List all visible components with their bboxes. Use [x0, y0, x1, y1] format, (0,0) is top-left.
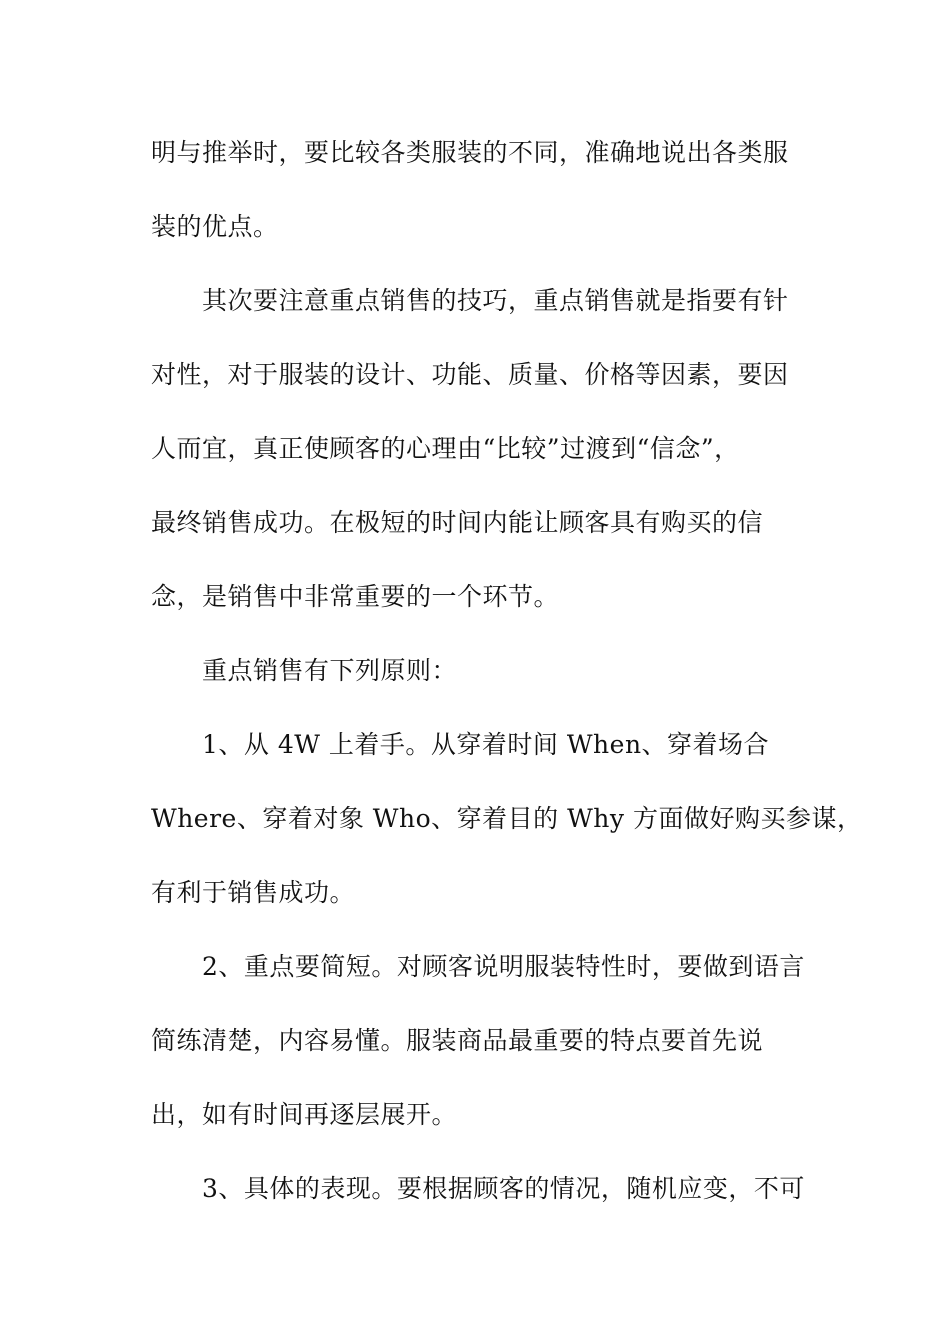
- text-line: 有利于销售成功。: [151, 878, 356, 907]
- list-item-line: 3、具体的表现。要根据顾客的情况，随机应变，不可: [202, 1174, 805, 1203]
- text-line: 念，是销售中非常重要的一个环节。: [151, 582, 560, 611]
- text-line: 明与推举时，要比较各类服装的不同，准确地说出各类服: [151, 138, 789, 167]
- text-line: Where、穿着对象 Who、穿着目的 Why 方面做好购买参谋，: [151, 804, 863, 833]
- text-line: 装的优点。: [151, 212, 279, 241]
- list-item-line: 1、从 4W 上着手。从穿着时间 When、穿着场合: [202, 730, 770, 759]
- list-item-line: 2、重点要简短。对顾客说明服装特性时，要做到语言: [202, 952, 805, 981]
- text-line: 人而宜，真正使顾客的心理由“比较”过渡到“信念”，: [151, 434, 740, 463]
- text-line: 出，如有时间再逐层展开。: [151, 1100, 458, 1129]
- text-line: 简练清楚，内容易懂。服装商品最重要的特点要首先说: [151, 1026, 764, 1055]
- text-line: 最终销售成功。在极短的时间内能让顾客具有购买的信: [151, 508, 764, 537]
- paragraph-start-line: 重点销售有下列原则：: [202, 656, 458, 685]
- text-line: 对性，对于服装的设计、功能、质量、价格等因素，要因: [151, 360, 789, 389]
- paragraph-start-line: 其次要注意重点销售的技巧，重点销售就是指要有针: [202, 286, 789, 315]
